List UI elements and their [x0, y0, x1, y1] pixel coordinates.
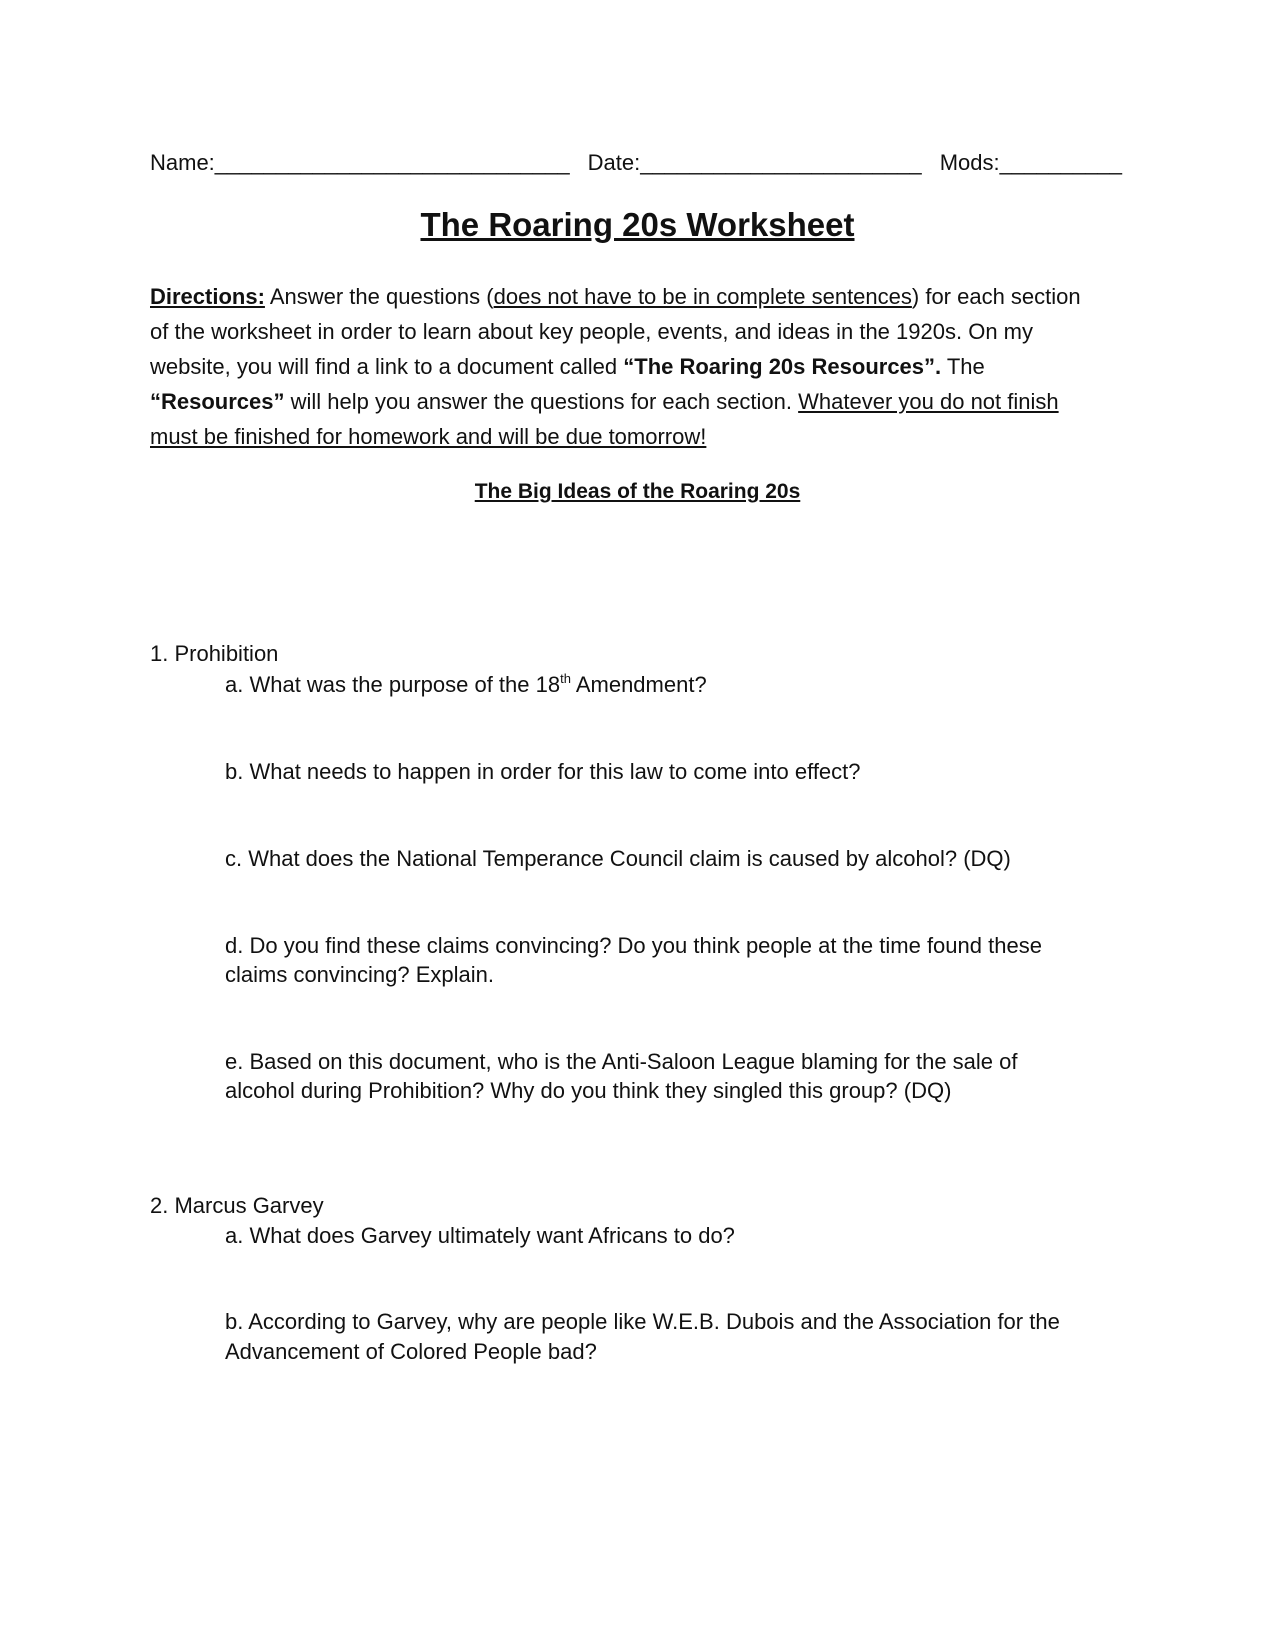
directions-text: The — [941, 354, 985, 379]
directions-paragraph — [150, 279, 1125, 454]
directions-text: Answer the questions ( — [264, 284, 494, 309]
question-text: Amendment? — [570, 672, 707, 697]
directions-text: will help you answer the questions for each section. — [284, 389, 799, 414]
homework-notice: Whatever you do not finish — [798, 389, 1059, 414]
question-1e-line-1: e. Based on this document, who is the Anti-Saloon League blaming for the sale of — [225, 1049, 1018, 1074]
section-heading-prohibition: 1. Prohibition — [150, 641, 279, 666]
directions-text: ) for each section — [911, 284, 1081, 309]
question-2a: a. What does Garvey ultimately want Africans to do? — [225, 1223, 735, 1248]
directions-line-2: of the worksheet in order to learn about key people, events, and ideas in the 1920s. On my — [150, 319, 1033, 344]
section-heading-marcus-garvey: 2. Marcus Garvey — [150, 1193, 324, 1218]
question-2b-line-2: Advancement of Colored People bad? — [225, 1339, 597, 1364]
question-text: a. What was the purpose of the 18 — [225, 672, 561, 697]
section-subtitle: The Big Ideas of the Roaring 20s — [474, 480, 801, 503]
ordinal-superscript: th — [560, 671, 571, 686]
question-1b: b. What needs to happen in order for this law to come into effect? — [225, 759, 861, 784]
directions-line-1 — [150, 279, 1125, 314]
resources-name: “Resources” — [150, 389, 285, 414]
directions-underlined-text: does not have to be in complete sentences — [493, 284, 912, 309]
question-1d-line-2: claims convincing? Explain. — [225, 962, 495, 987]
directions-line-5: must be finished for homework and will be due tomorrow! — [150, 424, 707, 449]
directions-line-3 — [150, 349, 1125, 384]
directions-label: Directions: — [150, 284, 265, 309]
mods-field-label: Mods:__________ — [939, 150, 1122, 175]
directions-line-4 — [150, 384, 1125, 419]
directions-text: website, you will find a link to a document called — [150, 354, 624, 379]
question-1a — [225, 670, 707, 700]
date-field-label: Date:_______________________ — [587, 150, 922, 175]
page-title: The Roaring 20s Worksheet — [420, 206, 855, 243]
question-1e-line-2: alcohol during Prohibition? Why do you think they singled this group? (DQ) — [225, 1078, 952, 1103]
resources-document-name: “The Roaring 20s Resources”. — [623, 354, 942, 379]
header-row — [150, 149, 1122, 177]
question-2b-line-1: b. According to Garvey, why are people like W.E.B. Dubois and the Association for the — [225, 1309, 1060, 1334]
name-field-label: Name:_____________________________ — [150, 150, 570, 175]
question-1d-line-1: d. Do you find these claims convincing? Do you think people at the time found these — [225, 933, 1042, 958]
question-1c: c. What does the National Temperance Council claim is caused by alcohol? (DQ) — [225, 846, 1011, 871]
